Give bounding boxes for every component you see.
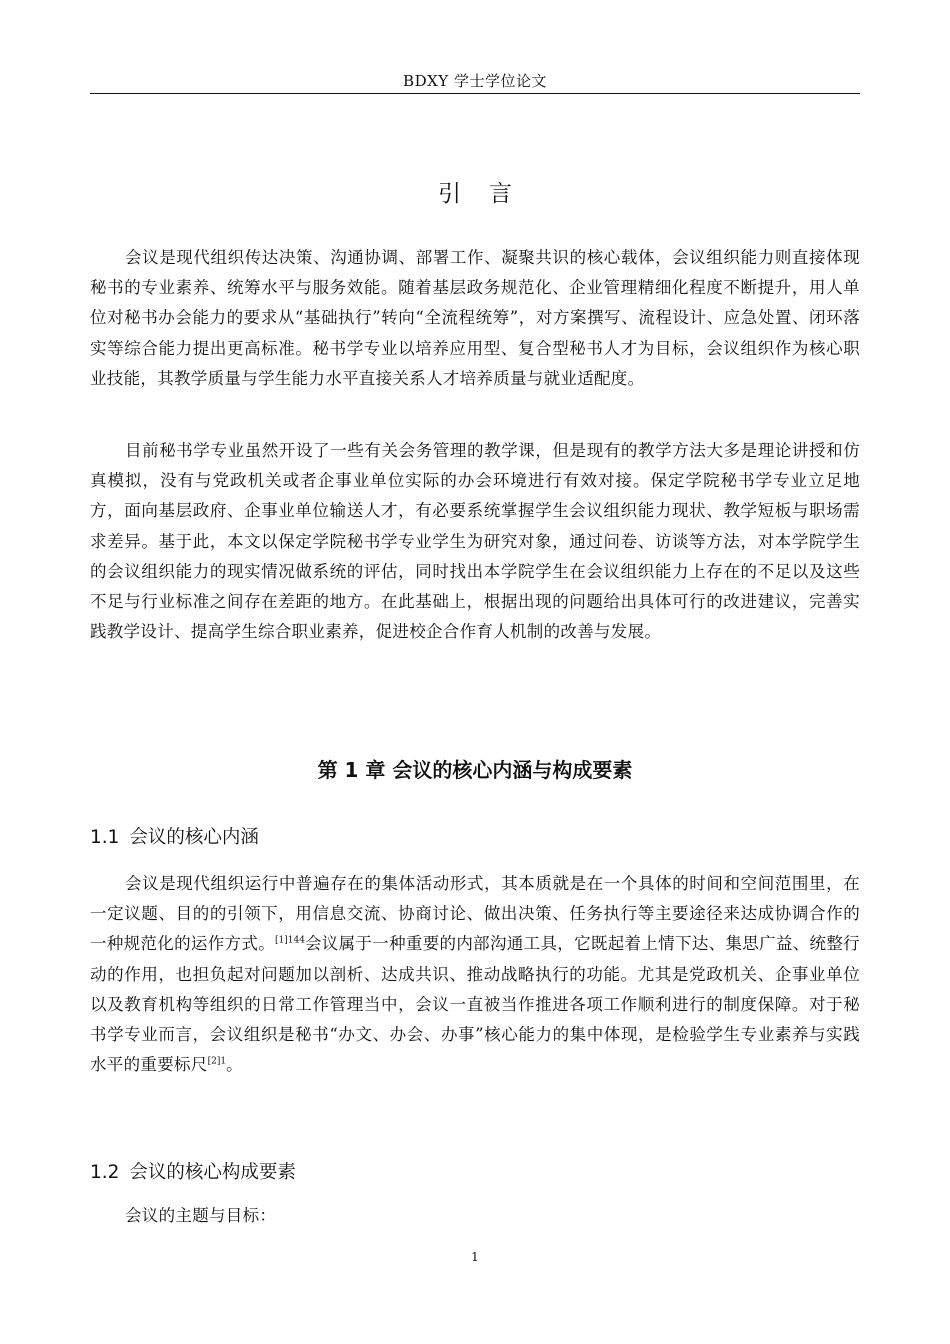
section-number: 1.1 — [90, 827, 120, 848]
section-title-text: 会议的核心构成要素 — [129, 1162, 296, 1183]
chapter-title: 第 1 章 会议的核心内涵与构成要素 — [317, 758, 633, 782]
paragraph-text: 会议属于一种重要的内部沟通工具，它既起着上情下达、集思广益、统整行动的作用，也担负起对问题加以剖析、达成共识、推动战略执行的功能。尤其是党政机关、企事业单位以及教育机构等组织的日常工作管理当中，会议一直被当作推进各项工作顺利进行的制度保障。对于秘书学专业而言，会议组织是秘书“办文、办会、办事”核心能力的集中体现，是检验学生专业素养与实践水平的重要标尺 — [90, 934, 860, 1075]
paragraph-text: 。 — [226, 1055, 243, 1075]
section-heading-1-1 — [90, 823, 860, 853]
paragraph-text: 会议是现代组织运行中普遍存在的集体活动形式，其本质就是在一个具体的时间和空间范围里，在一定议题、目的的引领下，用信息交流、协商讨论、做出决策、任务执行等主要途径来达成协调合作的一种规范化的运作方式。 — [90, 874, 860, 954]
intro-paragraph-2: 目前秘书学专业虽然开设了一些有关会务管理的教学课，但是现有的教学方法大多是理论讲授和仿真模拟，没有与党政机关或者企事业单位实际的办会环境进行有效对接。保定学院秘书学专业立足地方，面向基层政府、企事业单位输送人才，有必要系统掌握学生会议组织能力现状、教学短板与职场需求差异。基于此，本文以保定学院秘书学专业学生为研究对象，通过问卷、访谈等方法，对本学院学生的会议组织能力的现实情况做系统的评估，同时找出本学院学生在会议组织能力上存在的不足以及这些不足与行业标准之间存在差距的地方。在此基础上，根据出现的问题给出具体可行的改进建议，完善实践教学设计、提高学生综合职业素养，促进校企合作育人机制的改善与发展。 — [90, 441, 860, 642]
section-heading-1-2 — [90, 1158, 860, 1188]
section-1-2-paragraph: 会议的主题与目标： — [125, 1206, 277, 1225]
intro-title: 引言 — [438, 181, 540, 207]
running-header: BDXY 学士学位论文 — [403, 72, 547, 90]
header-rule — [90, 93, 860, 94]
intro-paragraph-1: 会议是现代组织传达决策、沟通协调、部署工作、凝聚共识的核心载体，会议组织能力则直接体现秘书的专业素养、统筹水平与服务效能。随着基层政务规范化、企业管理精细化程度不断提升，用人单位对秘书办会能力的要求从“基础执行”转向“全流程统筹”，对方案撰写、流程设计、应急处置、闭环落实等综合能力提出更高标准。秘书学专业以培养应用型、复合型秘书人才为目标，会议组织作为核心职业技能，其教学质量与学生能力水平直接关系人才培养质量与就业适配度。 — [90, 248, 860, 388]
citation-marker: [1]144 — [275, 935, 305, 946]
section-title-text: 会议的核心内涵 — [129, 827, 259, 848]
section-number: 1.2 — [90, 1162, 120, 1183]
section-1-1-paragraph — [90, 869, 860, 1080]
citation-marker: [2]1 — [207, 1056, 227, 1067]
page-number: 1 — [471, 1250, 479, 1264]
